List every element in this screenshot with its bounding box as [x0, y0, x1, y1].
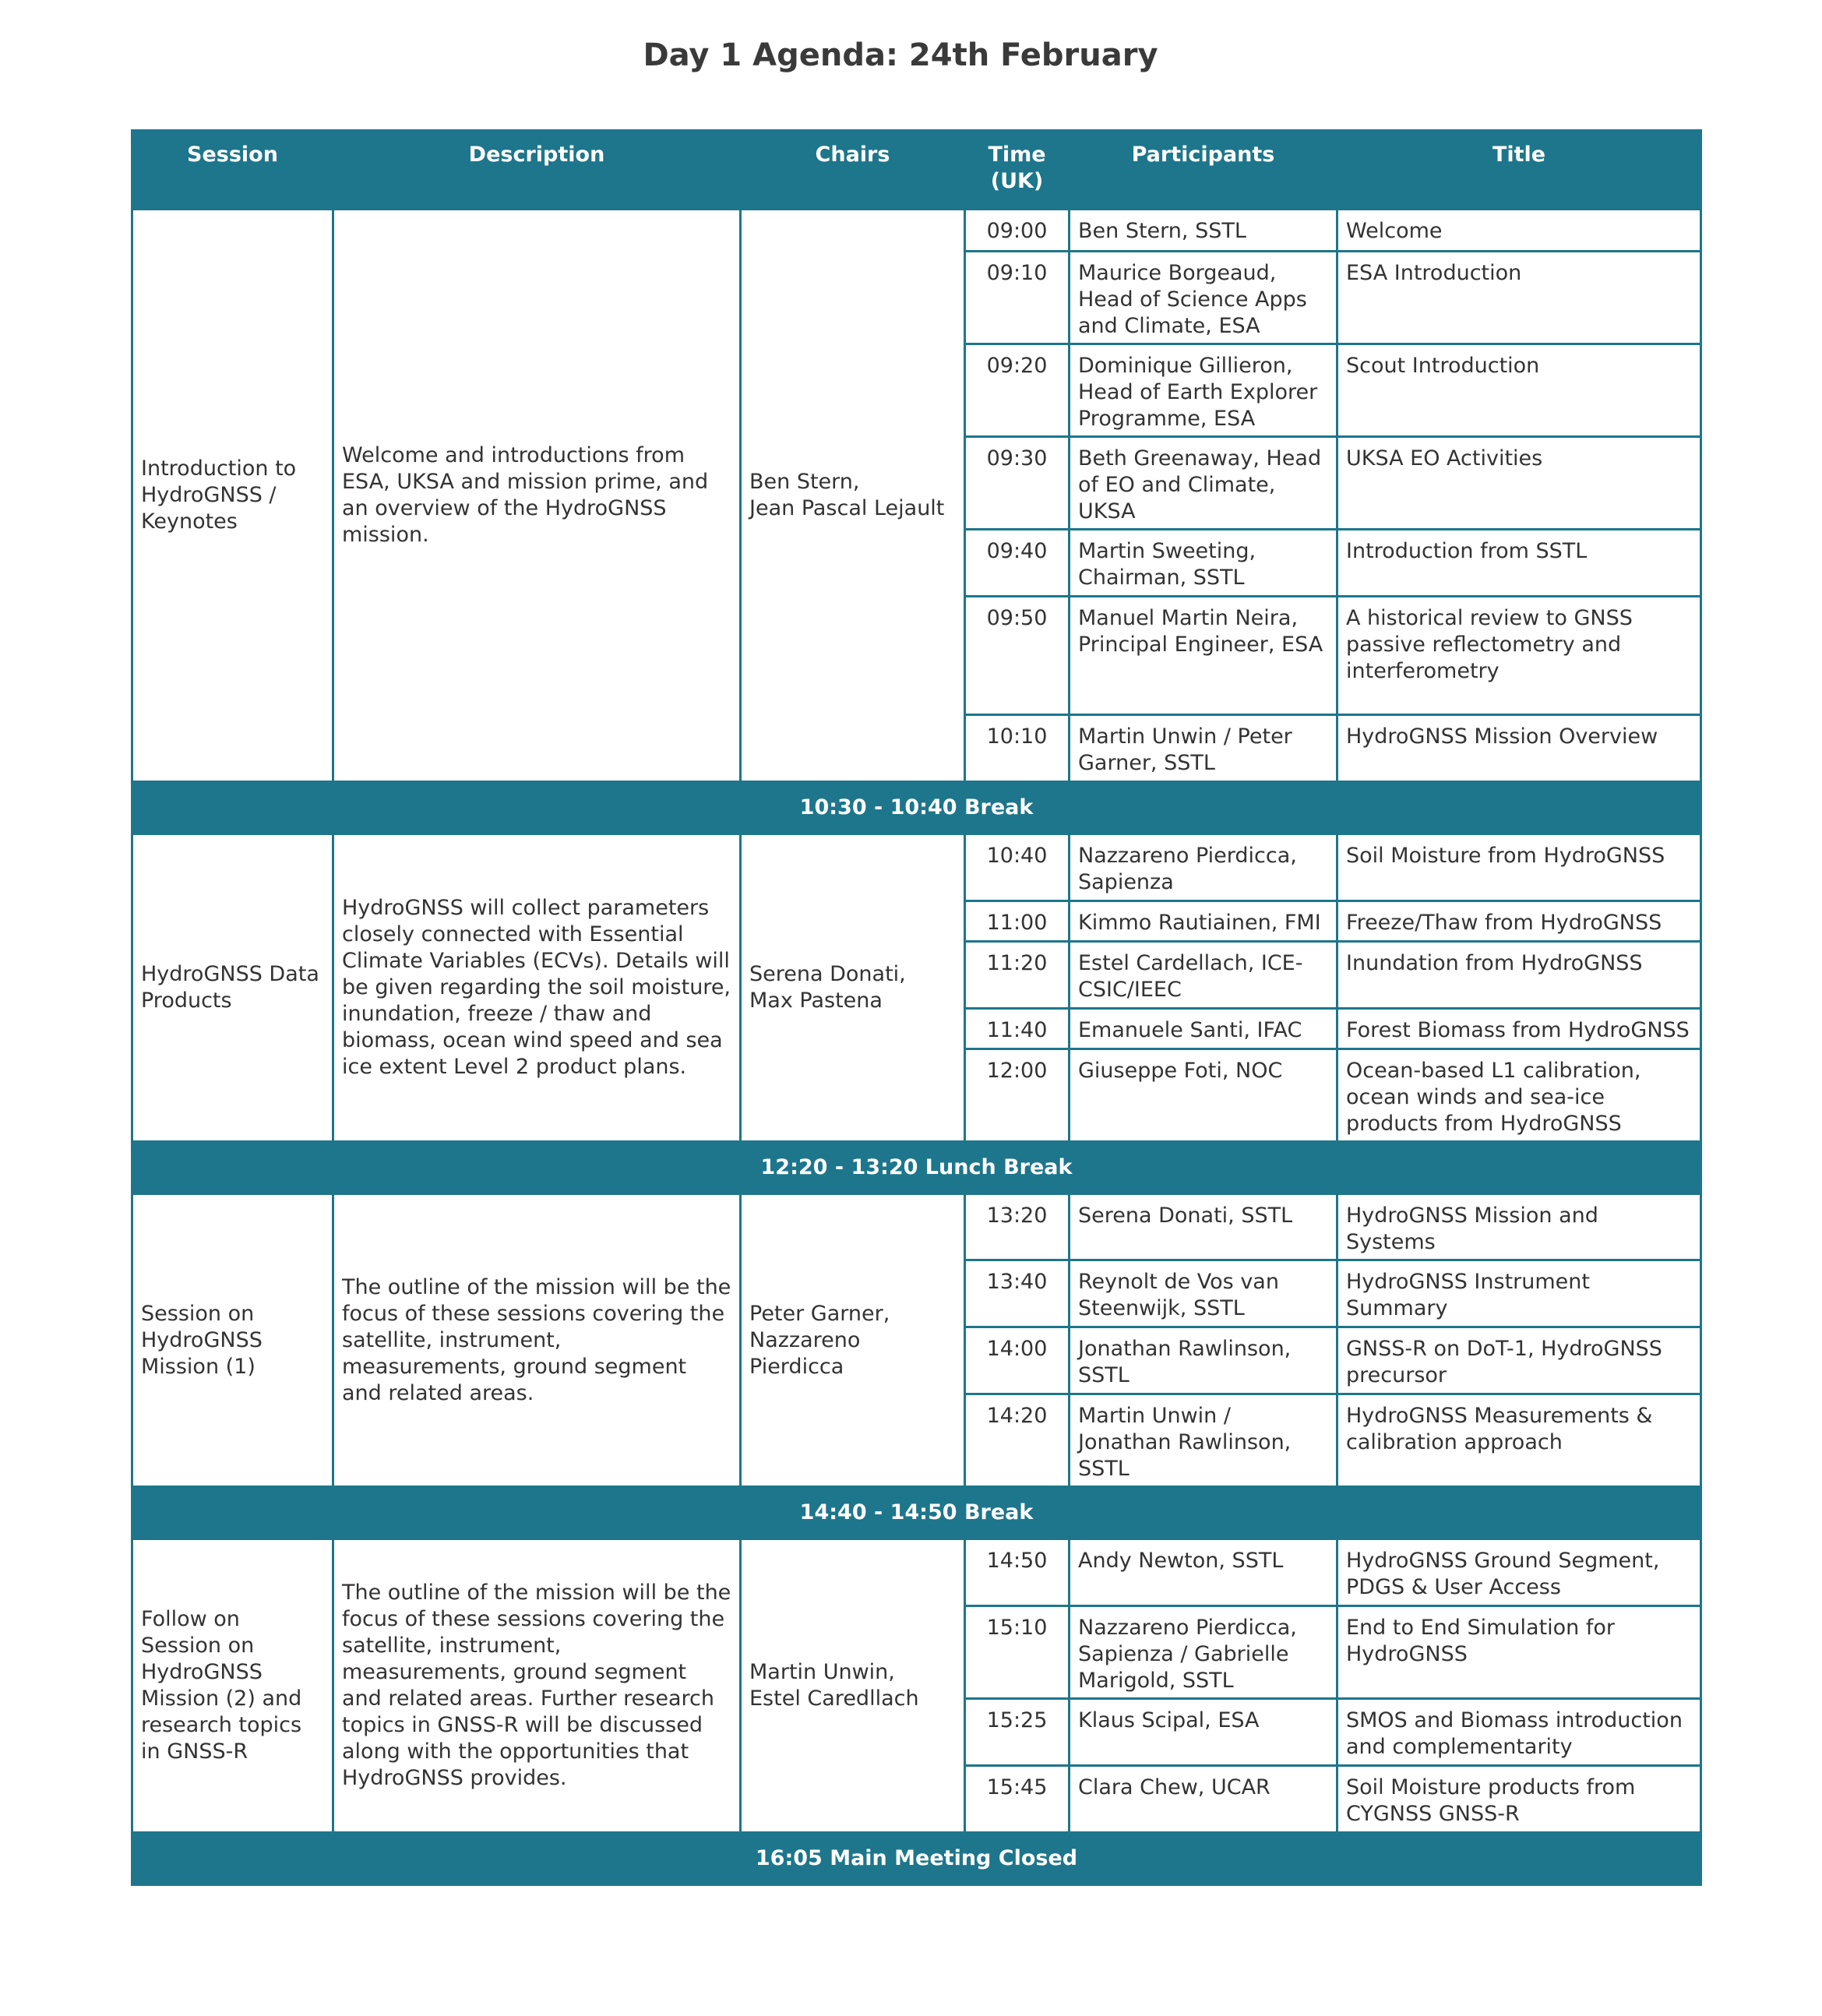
participants-cell: Nazzareno Pierdicca, Sapienza	[1070, 834, 1337, 901]
time-cell: 11:40	[965, 1009, 1070, 1049]
title-cell: Freeze/Thaw from HydroGNSS	[1337, 901, 1701, 942]
header-participants: Participants	[1070, 131, 1337, 210]
session-cell: Session on HydroGNSS Mission (1)	[132, 1194, 333, 1487]
title-cell: HydroGNSS Mission and Systems	[1337, 1194, 1701, 1260]
participants-cell: Martin Unwin / Jonathan Rawlinson, SSTL	[1070, 1394, 1337, 1487]
participants-cell: Reynolt de Vos van Steenwijk, SSTL	[1070, 1260, 1337, 1327]
participants-cell: Jonathan Rawlinson, SSTL	[1070, 1327, 1337, 1394]
participants-cell: Nazzareno Pierdicca, Sapienza / Gabrielle Marigold, SSTL	[1070, 1606, 1337, 1699]
time-cell: 14:00	[965, 1327, 1070, 1394]
header-title: Title	[1337, 131, 1701, 210]
participants-cell: Kimmo Rautiainen, FMI	[1070, 901, 1337, 942]
title-cell: HydroGNSS Mission Overview	[1337, 715, 1701, 782]
participants-cell: Martin Unwin / Peter Garner, SSTL	[1070, 715, 1337, 782]
time-cell: 09:40	[965, 530, 1070, 597]
participants-cell: Clara Chew, UCAR	[1070, 1766, 1337, 1833]
break-row	[132, 1142, 1701, 1194]
title-cell: GNSS-R on DoT-1, HydroGNSS precursor	[1337, 1327, 1701, 1394]
header-time-line2: (UK)	[990, 169, 1044, 193]
title-cell: A historical review to GNSS passive reflectometry and interferometry	[1337, 597, 1701, 715]
time-cell: 15:25	[965, 1699, 1070, 1766]
break-label: 12:20 - 13:20 Lunch Break	[132, 1142, 1701, 1194]
chairs-cell	[741, 834, 965, 1142]
chair-name: Ben Stern,	[749, 470, 860, 494]
chair-name: Serena Donati,	[749, 962, 906, 986]
time-cell: 10:10	[965, 715, 1070, 782]
time-cell: 09:00	[965, 210, 1070, 252]
agenda-row	[132, 210, 1701, 252]
break-label: 14:40 - 14:50 Break	[132, 1487, 1701, 1539]
participants-cell: Andy Newton, SSTL	[1070, 1539, 1337, 1606]
title-cell: Soil Moisture products from CYGNSS GNSS-R	[1337, 1766, 1701, 1833]
page-title: Day 1 Agenda: 24th February	[643, 37, 1158, 73]
participants-cell: Dominique Gillieron, Head of Earth Explorer Programme, ESA	[1070, 344, 1337, 437]
session-cell: HydroGNSS Data Products	[132, 834, 333, 1142]
time-cell: 11:20	[965, 942, 1070, 1009]
participants-cell: Beth Greenaway, Head of EO and Climate, UKSA	[1070, 437, 1337, 530]
chair-name: Nazzareno Pierdicca	[749, 1327, 861, 1379]
title-cell: Soil Moisture from HydroGNSS	[1337, 834, 1701, 901]
agenda-row	[132, 1539, 1701, 1606]
time-cell: 10:40	[965, 834, 1070, 901]
agenda-row	[132, 834, 1701, 901]
title-cell: Ocean-based L1 calibration, ocean winds and sea-ice products from HydroGNSS	[1337, 1049, 1701, 1142]
break-row	[132, 1487, 1701, 1539]
title-cell: Introduction from SSTL	[1337, 530, 1701, 597]
agenda-table	[131, 129, 1702, 1886]
title-cell: End to End Simulation for HydroGNSS	[1337, 1606, 1701, 1699]
description-cell: The outline of the mission will be the focus of these sessions covering the satellite, instrument, measurements, ground segment and related areas.	[333, 1194, 741, 1487]
participants-cell: Martin Sweeting, Chairman, SSTL	[1070, 530, 1337, 597]
chairs-cell	[741, 1194, 965, 1487]
time-cell: 13:40	[965, 1260, 1070, 1327]
break-label: 16:05 Main Meeting Closed	[132, 1833, 1701, 1885]
break-row	[132, 1833, 1701, 1885]
header-time-line1: Time	[988, 143, 1046, 167]
time-cell: 11:00	[965, 901, 1070, 942]
participants-cell: Ben Stern, SSTL	[1070, 210, 1337, 252]
description-cell: HydroGNSS will collect parameters closely connected with Essential Climate Variables (ECVs). Details will be given regarding the soil moisture, inundation, freeze / thaw and biomass, ocean wind speed and sea ice extent Level 2 product plans.	[333, 834, 741, 1142]
header-description: Description	[333, 131, 741, 210]
time-cell: 13:20	[965, 1194, 1070, 1260]
header-chairs: Chairs	[741, 131, 965, 210]
chairs-cell	[741, 1539, 965, 1833]
header-time	[965, 131, 1070, 210]
chair-name: Peter Garner,	[749, 1301, 890, 1326]
time-cell: 09:10	[965, 252, 1070, 344]
time-cell: 14:50	[965, 1539, 1070, 1606]
title-cell: HydroGNSS Measurements & calibration approach	[1337, 1394, 1701, 1487]
time-cell: 14:20	[965, 1394, 1070, 1487]
title-cell: Scout Introduction	[1337, 344, 1701, 437]
title-cell: Inundation from HydroGNSS	[1337, 942, 1701, 1009]
chair-name: Martin Unwin,	[749, 1660, 895, 1684]
chair-name: Jean Pascal Lejault	[749, 496, 945, 520]
participants-cell: Klaus Scipal, ESA	[1070, 1699, 1337, 1766]
description-cell: The outline of the mission will be the focus of these sessions covering the satellite, instrument, measurements, ground segment and related areas. Further research topics in GNSS-R will be discussed along with the opportunities that HydroGNSS provides.	[333, 1539, 741, 1833]
session-cell: Introduction to HydroGNSS / Keynotes	[132, 210, 333, 782]
time-cell: 12:00	[965, 1049, 1070, 1142]
title-cell: ESA Introduction	[1337, 252, 1701, 344]
time-cell: 09:20	[965, 344, 1070, 437]
participants-cell: Serena Donati, SSTL	[1070, 1194, 1337, 1260]
title-cell: Welcome	[1337, 210, 1701, 252]
title-cell: Forest Biomass from HydroGNSS	[1337, 1009, 1701, 1049]
header-session: Session	[132, 131, 333, 210]
participants-cell: Giuseppe Foti, NOC	[1070, 1049, 1337, 1142]
participants-cell: Estel Cardellach, ICE-CSIC/IEEC	[1070, 942, 1337, 1009]
title-cell: UKSA EO Activities	[1337, 437, 1701, 530]
title-cell: HydroGNSS Instrument Summary	[1337, 1260, 1701, 1327]
chair-name: Max Pastena	[749, 989, 883, 1013]
title-cell: SMOS and Biomass introduction and complementarity	[1337, 1699, 1701, 1766]
description-cell: Welcome and introductions from ESA, UKSA and mission prime, and an overview of the HydroGNSS mission.	[333, 210, 741, 782]
time-cell: 09:50	[965, 597, 1070, 715]
title-cell: HydroGNSS Ground Segment, PDGS & User Access	[1337, 1539, 1701, 1606]
time-cell: 09:30	[965, 437, 1070, 530]
break-row	[132, 782, 1701, 834]
participants-cell: Emanuele Santi, IFAC	[1070, 1009, 1337, 1049]
participants-cell: Maurice Borgeaud, Head of Science Apps and Climate, ESA	[1070, 252, 1337, 344]
agenda-row	[132, 1194, 1701, 1260]
chair-name: Estel Caredllach	[749, 1686, 919, 1711]
time-cell: 15:45	[965, 1766, 1070, 1833]
break-label: 10:30 - 10:40 Break	[132, 782, 1701, 834]
chairs-cell	[741, 210, 965, 782]
participants-cell: Manuel Martin Neira, Principal Engineer, ESA	[1070, 597, 1337, 715]
session-cell: Follow on Session on HydroGNSS Mission (2) and research topics in GNSS-R	[132, 1539, 333, 1833]
header-row	[132, 131, 1701, 210]
time-cell: 15:10	[965, 1606, 1070, 1699]
